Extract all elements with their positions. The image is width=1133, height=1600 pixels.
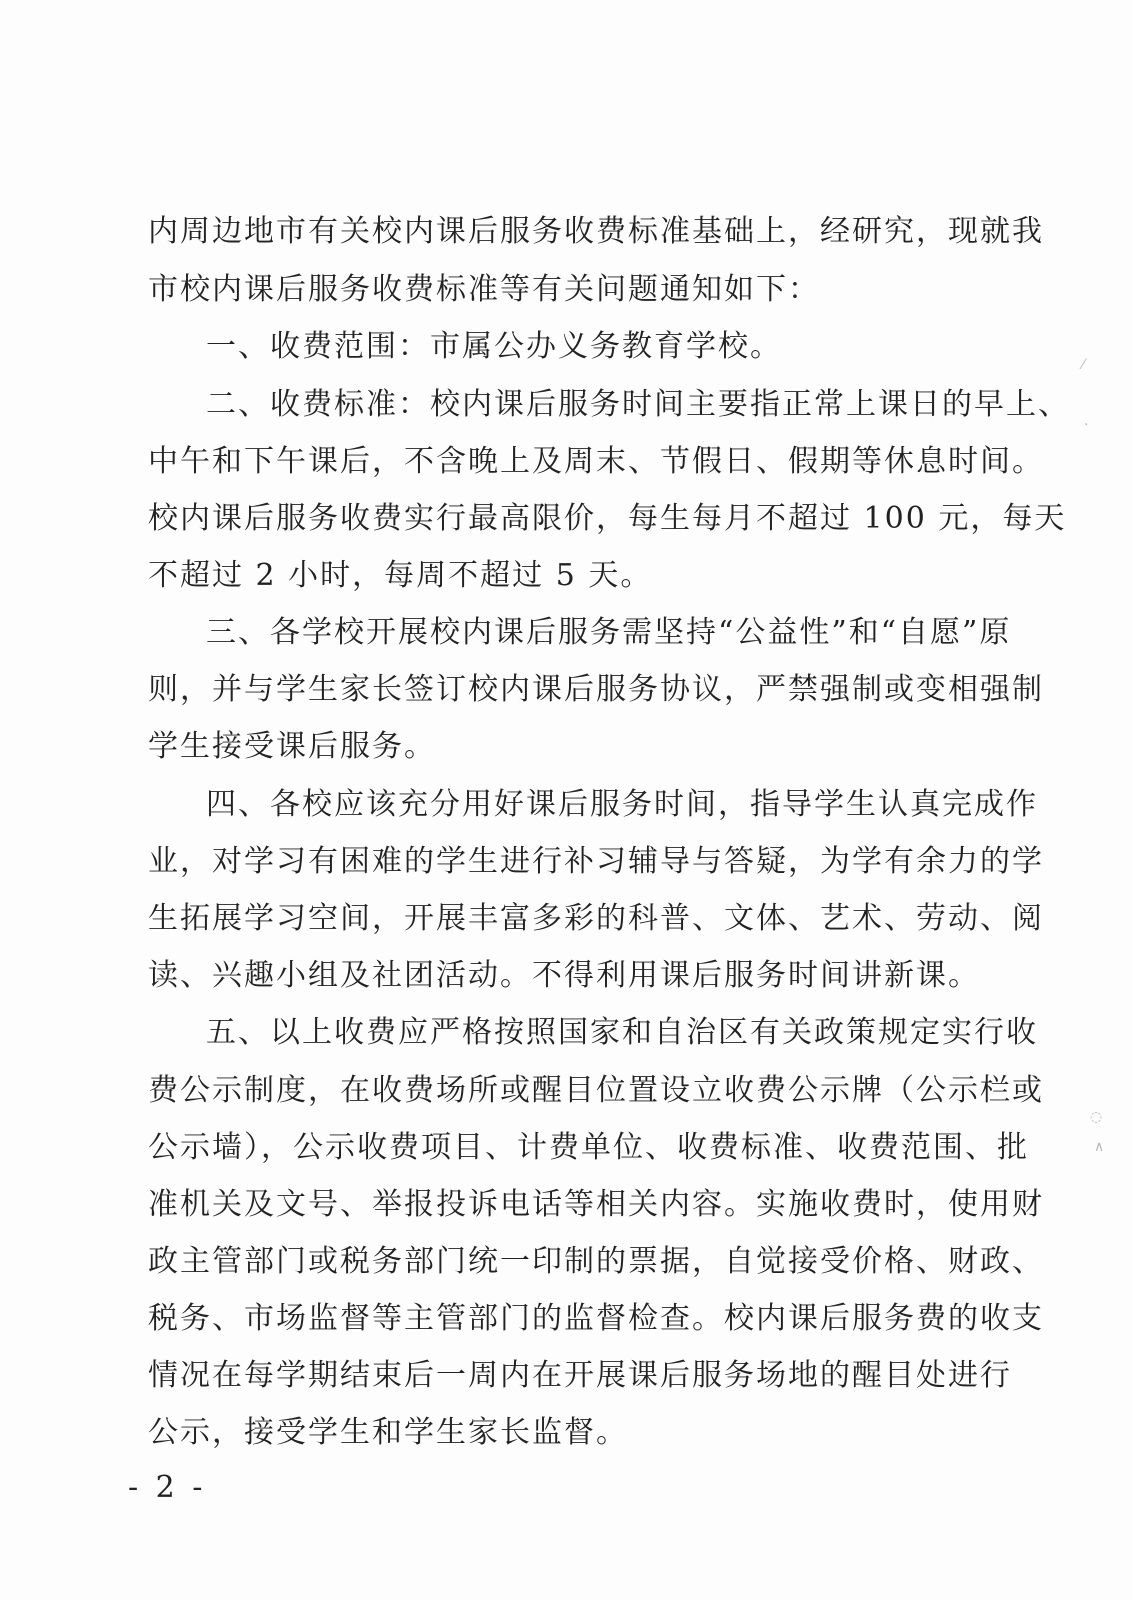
- text-line: 情况在每学期结束后一周内在开展课后服务场地的醒目处进行: [148, 1358, 1012, 1393]
- text-line: 政主管部门或税务部门统一印制的票据，自觉接受价格、财政、: [148, 1244, 1044, 1279]
- text-line: 读、兴趣小组及社团活动。不得利用课后服务时间讲新课。: [148, 958, 980, 993]
- text-line: 学生接受课后服务。: [148, 729, 436, 764]
- text-line: 内周边地市有关校内课后服务收费标准基础上，经研究，现就我: [148, 214, 1044, 249]
- scan-speck-icon: ◌: [1090, 1109, 1103, 1125]
- text-line: 公示墙），公示收费项目、计费单位、收费标准、收费范围、批: [148, 1130, 1029, 1165]
- text-line: 市校内课后服务收费标准等有关问题通知如下：: [148, 272, 820, 307]
- text-line: 公示，接受学生和学生家长监督。: [148, 1415, 628, 1450]
- scan-speck-icon: ∧: [1094, 1139, 1105, 1155]
- text-line: 税务、市场监督等主管部门的监督检查。校内课后服务费的收支: [148, 1301, 1044, 1336]
- text-line: 生拓展学习空间，开展丰富多彩的科普、文体、艺术、劳动、阅: [148, 901, 1044, 936]
- text-line: 不超过 2 小时，每周不超过 5 天。: [148, 558, 653, 593]
- text-line: 准机关及文号、举报投诉电话等相关内容。实施收费时，使用财: [148, 1187, 1044, 1222]
- section-three-heading: 三、各学校开展校内课后服务需坚持“公益性”和“自愿”原: [206, 615, 1012, 650]
- text-line: 校内课后服务收费实行最高限价，每生每月不超过 100 元，每天: [148, 501, 1067, 536]
- section-four-heading: 四、各校应该充分用好课后服务时间，指导学生认真完成作: [206, 787, 1038, 822]
- section-two-heading: 二、收费标准：校内课后服务时间主要指正常上课日的早上、: [206, 387, 1070, 422]
- scan-speck-icon: ⁄: [1082, 357, 1085, 373]
- page-number: - 2 -: [128, 1470, 207, 1505]
- text-line: 费公示制度，在收费场所或醒目位置设立收费公示牌（公示栏或: [148, 1073, 1044, 1108]
- text-line: 中午和下午课后，不含晚上及周末、节假日、假期等休息时间。: [148, 444, 1044, 479]
- text-line: 则，并与学生家长签订校内课后服务协议，严禁强制或变相强制: [148, 672, 1044, 707]
- text-line: 业，对学习有困难的学生进行补习辅导与答疑，为学有余力的学: [148, 844, 1044, 879]
- section-one-heading: 一、收费范围：市属公办义务教育学校。: [206, 329, 782, 364]
- section-five-heading: 五、以上收费应严格按照国家和自治区有关政策规定实行收: [206, 1015, 1038, 1050]
- scan-speck-icon: ·: [1084, 417, 1089, 433]
